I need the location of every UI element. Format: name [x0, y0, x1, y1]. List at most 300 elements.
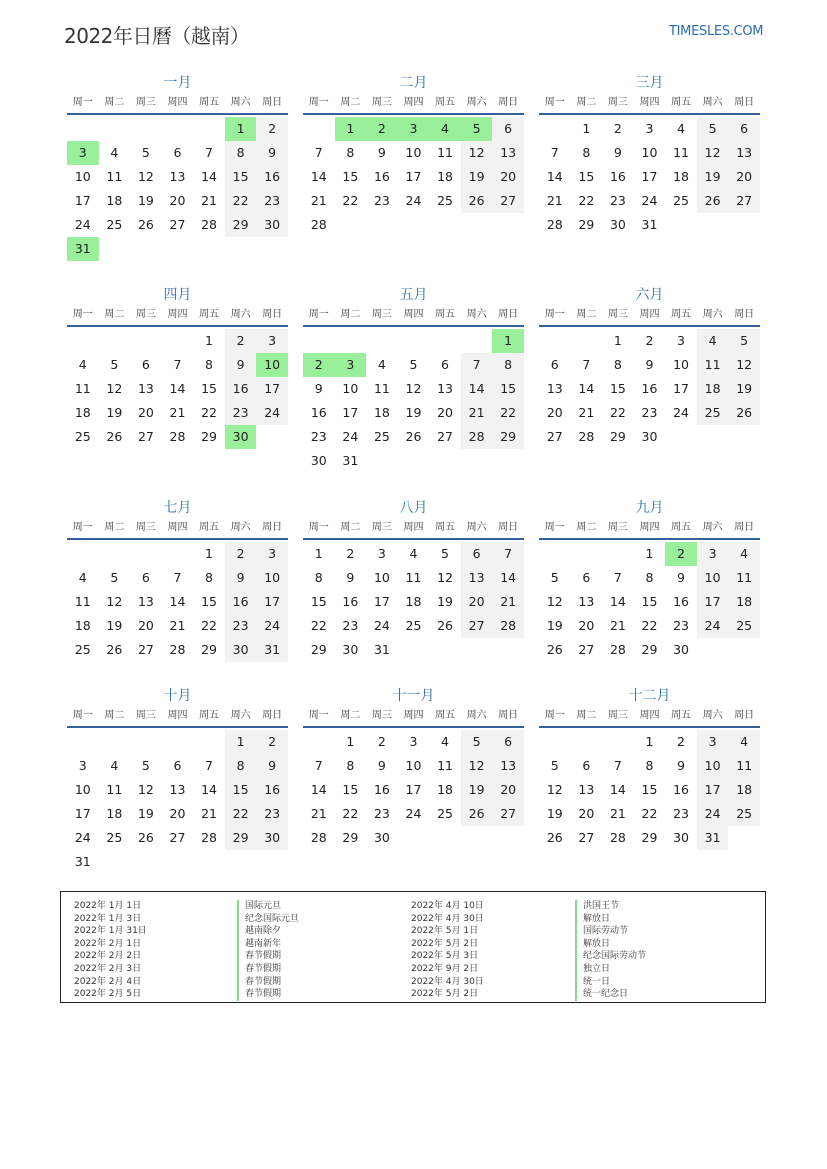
- month-title: 三月: [635, 75, 664, 91]
- weekday-label: 周二: [104, 309, 125, 320]
- empty-day-cell: [193, 117, 225, 141]
- day-cell: 20: [137, 618, 154, 633]
- day-cell: 5: [728, 329, 760, 353]
- day-cell: 15: [641, 594, 658, 609]
- empty-day-cell: [602, 542, 634, 566]
- day-cell: 31: [697, 826, 729, 850]
- site-link[interactable]: TIMESLES.COM: [669, 24, 764, 39]
- weekday-label: 周二: [104, 710, 125, 721]
- day-cell: 17: [697, 590, 729, 614]
- day-cell: 22: [342, 806, 359, 821]
- day-cell: 23: [256, 802, 288, 826]
- day-cell: 2: [377, 734, 386, 749]
- day-cell: 25: [106, 217, 123, 232]
- day-cell: 23: [342, 618, 359, 633]
- day-cell: 3: [697, 542, 729, 566]
- weekday-label: 周四: [403, 522, 424, 533]
- week-row: [303, 141, 524, 165]
- day-cell: 29: [310, 642, 327, 657]
- week-row: [303, 401, 524, 425]
- weekday-label: 周一: [72, 97, 93, 108]
- week-row: [303, 425, 524, 449]
- day-cell: 4: [78, 357, 87, 372]
- day-cell: 8: [205, 357, 213, 372]
- day-cell: 10: [342, 381, 359, 396]
- holiday-date: 2022年 5月 2日: [411, 938, 479, 949]
- day-cell: 14: [201, 782, 217, 797]
- weekday-label: 周六: [230, 309, 251, 320]
- day-cell: 8: [225, 754, 257, 778]
- weekday-label: 周二: [576, 710, 597, 721]
- day-cell: 29: [609, 429, 626, 444]
- day-cell: 27: [728, 189, 760, 213]
- day-cell: 4: [728, 542, 760, 566]
- holiday-name: 洪国王节: [575, 900, 646, 913]
- empty-day-cell: [665, 425, 697, 449]
- day-cell: 1: [613, 333, 622, 348]
- day-cell: 24: [74, 830, 91, 845]
- day-cell: 21: [310, 806, 327, 821]
- empty-day-cell: [539, 542, 571, 566]
- day-cell: 8: [205, 570, 213, 585]
- empty-day-cell: [461, 638, 493, 662]
- week-row: [303, 778, 524, 802]
- day-cell: 8: [645, 570, 654, 585]
- day-cell: 28: [169, 642, 186, 657]
- weekday-label: 周日: [734, 522, 755, 533]
- weekday-label: 周日: [262, 522, 283, 533]
- day-cell: 30: [373, 830, 390, 845]
- day-cell: 15: [492, 377, 524, 401]
- weekday-header: [303, 518, 524, 540]
- day-cell: 5: [110, 570, 119, 585]
- holiday-dates-column-left: [74, 900, 147, 1001]
- day-cell: 23: [673, 806, 689, 821]
- day-cell: 31: [74, 854, 91, 869]
- day-cell: 12: [461, 754, 493, 778]
- day-cell: 28: [201, 217, 217, 232]
- weekday-label: 周日: [498, 309, 519, 320]
- day-cell: 29: [641, 642, 658, 657]
- holiday-name: 解放日: [575, 938, 646, 951]
- day-cell: 1: [205, 546, 213, 561]
- day-cell: 6: [582, 758, 591, 773]
- day-cell: 26: [405, 429, 422, 444]
- day-cell: 27: [437, 429, 453, 444]
- weekday-label: 周一: [308, 522, 329, 533]
- week-row: [67, 141, 288, 165]
- day-cell: 16: [256, 778, 288, 802]
- day-cell: 26: [461, 802, 493, 826]
- week-row: [539, 213, 760, 237]
- day-cell: 10: [405, 758, 422, 773]
- day-cell: 10: [697, 566, 729, 590]
- day-cell: 16: [256, 165, 288, 189]
- week-row: [67, 237, 288, 261]
- day-cell: 18: [74, 405, 91, 420]
- weekday-label: 周四: [403, 97, 424, 108]
- day-cell: 15: [342, 782, 359, 797]
- empty-day-cell: [162, 237, 194, 261]
- day-cell: 12: [137, 782, 154, 797]
- day-cell: 25: [697, 401, 729, 425]
- day-cell: 26: [546, 830, 563, 845]
- empty-day-cell: [571, 730, 603, 754]
- empty-day-cell: [728, 425, 760, 449]
- weekday-label: 周日: [734, 710, 755, 721]
- empty-day-cell: [303, 730, 335, 754]
- holiday-name: 纪念国际元旦: [237, 913, 299, 926]
- empty-day-cell: [539, 329, 571, 353]
- day-cell: 4: [409, 546, 418, 561]
- holiday-name: 独立日: [575, 963, 646, 976]
- week-row: [67, 542, 288, 566]
- week-row: [539, 730, 760, 754]
- week-row: [303, 189, 524, 213]
- day-cell: 11: [74, 381, 91, 396]
- day-cell: 17: [405, 169, 422, 184]
- empty-day-cell: [398, 826, 430, 850]
- day-cell: 18: [728, 778, 760, 802]
- weekday-label: 周二: [340, 309, 361, 320]
- weekday-label: 周六: [230, 710, 251, 721]
- day-cell: 31: [256, 638, 288, 662]
- holiday-date: 2022年 5月 1日: [411, 926, 479, 937]
- empty-day-cell: [492, 826, 524, 850]
- day-cell: 11: [697, 353, 729, 377]
- day-cell: 17: [697, 778, 729, 802]
- day-cell: 27: [461, 614, 493, 638]
- day-cell: 23: [310, 429, 327, 444]
- day-cell: 16: [609, 169, 626, 184]
- day-cell: 21: [609, 618, 626, 633]
- day-cell: 28: [492, 614, 524, 638]
- week-row: [539, 117, 760, 141]
- weekday-header: [539, 93, 760, 115]
- empty-day-cell: [162, 117, 194, 141]
- day-cell: 20: [492, 778, 524, 802]
- day-cell: 2: [346, 546, 355, 561]
- holiday-date: 2022年 4月 30日: [411, 976, 484, 987]
- day-cell: 12: [546, 594, 563, 609]
- day-cell: 13: [137, 594, 154, 609]
- day-cell: 24: [256, 614, 288, 638]
- day-cell: 22: [225, 189, 257, 213]
- day-cell: 15: [225, 778, 257, 802]
- week-row: [303, 638, 524, 662]
- weekday-label: 周四: [403, 710, 424, 721]
- day-cell: 18: [673, 169, 689, 184]
- day-cell: 30: [673, 830, 689, 845]
- month-block: [539, 498, 760, 662]
- weekday-label: 周三: [135, 710, 156, 721]
- day-cell: 5: [110, 357, 119, 372]
- week-row: [67, 614, 288, 638]
- weekday-header: [539, 305, 760, 327]
- day-cell: 25: [728, 802, 760, 826]
- day-cell: 11: [728, 566, 760, 590]
- weekday-label: 周一: [72, 522, 93, 533]
- weekday-label: 周四: [167, 522, 188, 533]
- empty-day-cell: [429, 449, 461, 473]
- day-cell: 20: [578, 618, 595, 633]
- empty-day-cell: [429, 213, 461, 237]
- day-cell: 19: [546, 618, 563, 633]
- day-cell: 25: [728, 614, 760, 638]
- day-cell: 5: [697, 117, 729, 141]
- day-cell: 30: [310, 453, 327, 468]
- week-row: [539, 329, 760, 353]
- day-cell: 4: [697, 329, 729, 353]
- day-cell: 4: [110, 758, 119, 773]
- week-row: [67, 213, 288, 237]
- empty-day-cell: [225, 850, 257, 874]
- day-cell: 10: [641, 145, 658, 160]
- month-title: 四月: [163, 287, 192, 303]
- day-cell: 18: [437, 169, 453, 184]
- day-cell: 22: [641, 806, 658, 821]
- day-cell: 27: [137, 429, 154, 444]
- week-row: [67, 353, 288, 377]
- empty-day-cell: [303, 117, 335, 141]
- day-cell: 20: [169, 806, 186, 821]
- week-row: [303, 730, 524, 754]
- empty-day-cell: [99, 237, 131, 261]
- weekday-label: 周四: [403, 309, 424, 320]
- day-cell: 7: [314, 758, 323, 773]
- day-cell: 19: [461, 165, 493, 189]
- day-cell: 31: [342, 453, 359, 468]
- day-cell: 2: [256, 117, 288, 141]
- weekday-label: 周日: [262, 97, 283, 108]
- day-cell: 25: [106, 830, 123, 845]
- day-cell: 22: [492, 401, 524, 425]
- day-cell: 15: [578, 169, 595, 184]
- day-cell: 8: [582, 145, 591, 160]
- day-cell: 21: [201, 806, 217, 821]
- month-block: [303, 285, 524, 473]
- day-cell: 8: [346, 145, 355, 160]
- empty-day-cell: [728, 213, 760, 237]
- day-cell: 11: [373, 381, 390, 396]
- empty-day-cell: [335, 213, 367, 237]
- day-cell: 3: [677, 333, 685, 348]
- holiday-name: 统一纪念日: [575, 988, 646, 1001]
- holiday-name: 春节假期: [237, 976, 299, 989]
- month-title: 八月: [399, 500, 428, 516]
- weekday-label: 周日: [498, 522, 519, 533]
- day-cell: 29: [641, 830, 658, 845]
- day-cell: 2: [225, 542, 257, 566]
- day-cell: 7: [314, 145, 323, 160]
- holiday-name: 越南除夕: [237, 925, 299, 938]
- day-cell: 1: [225, 730, 257, 754]
- day-cell: 15: [641, 782, 658, 797]
- weekday-header: [303, 305, 524, 327]
- day-cell: 18: [437, 782, 453, 797]
- day-cell: 5: [550, 758, 559, 773]
- month-block: [303, 686, 524, 850]
- empty-day-cell: [461, 213, 493, 237]
- day-cell: 16: [342, 594, 359, 609]
- weekday-label: 周四: [639, 309, 660, 320]
- month-block: [303, 73, 524, 237]
- day-cell: 21: [578, 405, 595, 420]
- weekday-label: 周四: [167, 710, 188, 721]
- day-cell: 11: [728, 754, 760, 778]
- day-cell: 22: [609, 405, 626, 420]
- holiday-names-column-left: [237, 900, 299, 1001]
- empty-day-cell: [429, 638, 461, 662]
- holiday-date: 2022年 2月 1日: [74, 938, 142, 949]
- weekday-label: 周二: [576, 97, 597, 108]
- week-row: [67, 165, 288, 189]
- holiday-day-cell: 2: [665, 542, 697, 566]
- holiday-day-cell: 10: [256, 353, 288, 377]
- day-cell: 3: [697, 730, 729, 754]
- weekday-label: 周二: [340, 522, 361, 533]
- day-cell: 26: [137, 217, 154, 232]
- day-cell: 5: [461, 730, 493, 754]
- day-cell: 20: [461, 590, 493, 614]
- weekday-label: 周三: [135, 522, 156, 533]
- day-cell: 27: [169, 217, 186, 232]
- day-cell: 19: [461, 778, 493, 802]
- day-cell: 23: [673, 618, 689, 633]
- day-cell: 19: [106, 405, 123, 420]
- holiday-name: 春节假期: [237, 988, 299, 1001]
- empty-day-cell: [193, 237, 225, 261]
- holiday-name: 国际劳动节: [575, 925, 646, 938]
- week-row: [539, 778, 760, 802]
- day-cell: 19: [728, 377, 760, 401]
- day-cell: 11: [74, 594, 91, 609]
- empty-day-cell: [130, 850, 162, 874]
- day-cell: 1: [645, 734, 654, 749]
- day-cell: 7: [550, 145, 559, 160]
- day-cell: 21: [169, 618, 186, 633]
- day-cell: 1: [346, 734, 355, 749]
- empty-day-cell: [697, 213, 729, 237]
- week-row: [539, 566, 760, 590]
- day-cell: 13: [546, 381, 563, 396]
- day-cell: 7: [582, 357, 591, 372]
- holiday-date: 2022年 1月 3日: [74, 913, 142, 924]
- holiday-name: 春节假期: [237, 963, 299, 976]
- week-row: [67, 754, 288, 778]
- empty-day-cell: [492, 213, 524, 237]
- holiday-day-cell: 1: [492, 329, 524, 353]
- day-cell: 28: [201, 830, 217, 845]
- day-cell: 17: [673, 381, 689, 396]
- month-title: 二月: [399, 75, 428, 91]
- weekday-label: 周五: [435, 309, 456, 320]
- week-row: [303, 213, 524, 237]
- day-cell: 6: [141, 570, 150, 585]
- weekday-label: 周五: [671, 97, 692, 108]
- weekday-label: 周五: [199, 522, 220, 533]
- day-cell: 30: [256, 213, 288, 237]
- weekday-label: 周六: [230, 522, 251, 533]
- weekday-label: 周六: [702, 309, 723, 320]
- empty-day-cell: [571, 329, 603, 353]
- empty-day-cell: [99, 730, 131, 754]
- month-block: [539, 73, 760, 237]
- weekday-label: 周一: [308, 97, 329, 108]
- holiday-day-cell: 2: [303, 353, 335, 377]
- day-cell: 9: [256, 754, 288, 778]
- day-cell: 31: [373, 642, 390, 657]
- day-cell: 3: [78, 758, 87, 773]
- day-cell: 18: [728, 590, 760, 614]
- weekday-label: 周三: [607, 710, 628, 721]
- day-cell: 23: [225, 401, 257, 425]
- weekday-label: 周日: [734, 309, 755, 320]
- week-row: [67, 638, 288, 662]
- day-cell: 22: [201, 618, 217, 633]
- day-cell: 21: [201, 193, 217, 208]
- day-cell: 9: [377, 145, 386, 160]
- day-cell: 25: [437, 806, 453, 821]
- day-cell: 3: [645, 121, 654, 136]
- day-cell: 20: [437, 405, 453, 420]
- day-cell: 17: [373, 594, 390, 609]
- day-cell: 15: [609, 381, 626, 396]
- day-cell: 26: [546, 642, 563, 657]
- week-row: [67, 850, 288, 874]
- day-cell: 5: [141, 758, 150, 773]
- weekday-label: 周一: [544, 522, 565, 533]
- day-cell: 4: [441, 734, 449, 749]
- day-cell: 21: [169, 405, 186, 420]
- day-cell: 26: [728, 401, 760, 425]
- day-cell: 9: [256, 141, 288, 165]
- empty-day-cell: [193, 850, 225, 874]
- weekday-label: 周三: [371, 309, 392, 320]
- week-row: [303, 614, 524, 638]
- day-cell: 22: [578, 193, 595, 208]
- day-cell: 19: [405, 405, 422, 420]
- weekday-label: 周二: [104, 522, 125, 533]
- month-title: 七月: [163, 500, 192, 516]
- empty-day-cell: [366, 329, 398, 353]
- weekday-label: 周一: [72, 710, 93, 721]
- empty-day-cell: [366, 213, 398, 237]
- day-cell: 23: [256, 189, 288, 213]
- day-cell: 2: [613, 121, 622, 136]
- month-block: [67, 498, 288, 662]
- holiday-name: 纪念国际劳动节: [575, 950, 646, 963]
- day-cell: 21: [310, 193, 327, 208]
- week-row: [303, 542, 524, 566]
- week-row: [539, 189, 760, 213]
- day-cell: 19: [137, 806, 154, 821]
- day-cell: 10: [256, 566, 288, 590]
- weekday-label: 周一: [72, 309, 93, 320]
- day-cell: 9: [314, 381, 323, 396]
- empty-day-cell: [461, 329, 493, 353]
- day-cell: 29: [201, 429, 217, 444]
- empty-day-cell: [99, 542, 131, 566]
- day-cell: 18: [74, 618, 91, 633]
- day-cell: 4: [728, 730, 760, 754]
- weekday-label: 周六: [466, 309, 487, 320]
- holiday-day-cell: 1: [225, 117, 257, 141]
- day-cell: 23: [373, 806, 390, 821]
- week-row: [539, 401, 760, 425]
- day-cell: 1: [645, 546, 654, 561]
- holiday-day-cell: 4: [429, 117, 461, 141]
